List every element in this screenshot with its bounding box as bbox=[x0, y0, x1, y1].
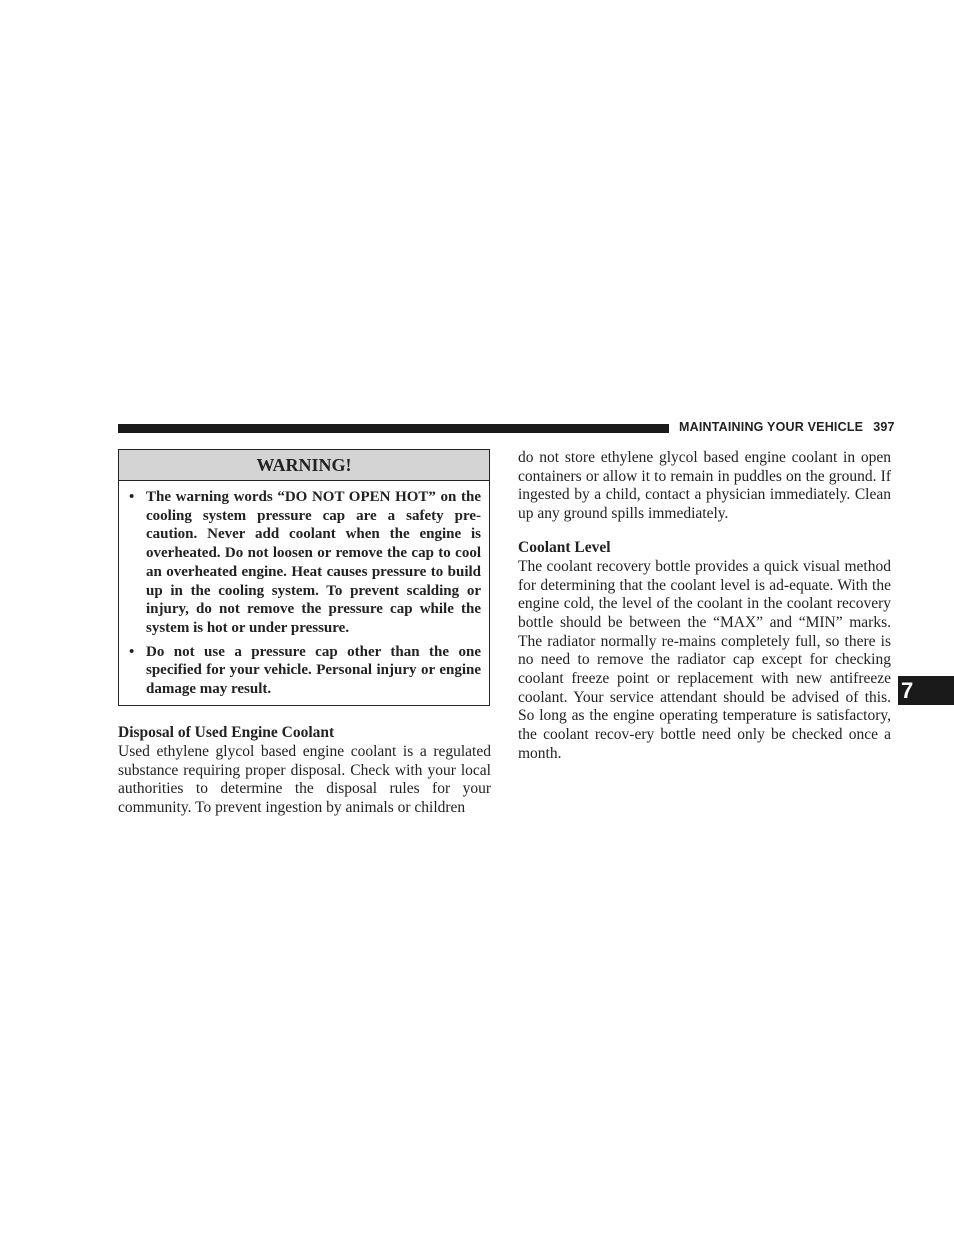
page-number: 397 bbox=[873, 420, 895, 434]
warning-item-text: Do not use a pressure cap other than the one specified for your vehicle. Personal injury or engine damage may result. bbox=[146, 643, 481, 698]
bullet-icon: • bbox=[129, 643, 135, 660]
disposal-paragraph-part2: do not store ethylene glycol based engine coolant in open containers or allow it to remain in puddles on the ground. If ingested by a child, contact a physician immediately. Clean up any ground spills immediately. bbox=[518, 449, 891, 523]
chapter-tab: 7 bbox=[898, 676, 954, 705]
warning-list bbox=[119, 481, 489, 699]
warning-item-text: The warning words “DO NOT OPEN HOT” on the cooling system pressure cap are a safety pre-caution. Never add coolant when the engine is overheated. Do not loosen or remove the cap to cool an overheated engine. Heat causes pressure to build up in the cooling system. To prevent scalding or injury, do not remove the pressure cap while the system is hot or under pressure. bbox=[146, 489, 481, 636]
warning-item bbox=[129, 488, 481, 638]
coolant-level-heading: Coolant Level bbox=[518, 538, 611, 556]
warning-box bbox=[118, 449, 490, 706]
coolant-level-paragraph: The coolant recovery bottle provides a quick visual method for determining that the coolant level is ad-equate. With the engine cold, the level of the coolant in the coolant recovery bottle should be between the “MAX” and “MIN” marks. The radiator normally re-mains completely full, so there is no need to remove the radiator cap except for checking coolant freeze point or replacement with new antifreeze coolant. Your service attendant should be advised of this. So long as the engine operating temperature is satisfactory, the coolant recov-ery bottle need only be checked once a month. bbox=[518, 557, 891, 762]
running-header bbox=[679, 420, 895, 434]
left-column bbox=[118, 723, 491, 818]
disposal-heading: Disposal of Used Engine Coolant bbox=[118, 724, 335, 741]
bullet-icon: • bbox=[129, 489, 135, 505]
warning-title: WARNING! bbox=[119, 450, 489, 481]
warning-item bbox=[129, 643, 481, 699]
section-title: MAINTAINING YOUR VEHICLE bbox=[679, 420, 864, 434]
header-rule bbox=[118, 424, 669, 433]
disposal-paragraph-part1: Used ethylene glycol based engine coolant is a regulated substance requiring proper disposal. Check with your local authorities to determine the disposal rules for your community. To prevent ingestion by animals or children bbox=[118, 743, 491, 817]
right-column bbox=[518, 449, 891, 764]
